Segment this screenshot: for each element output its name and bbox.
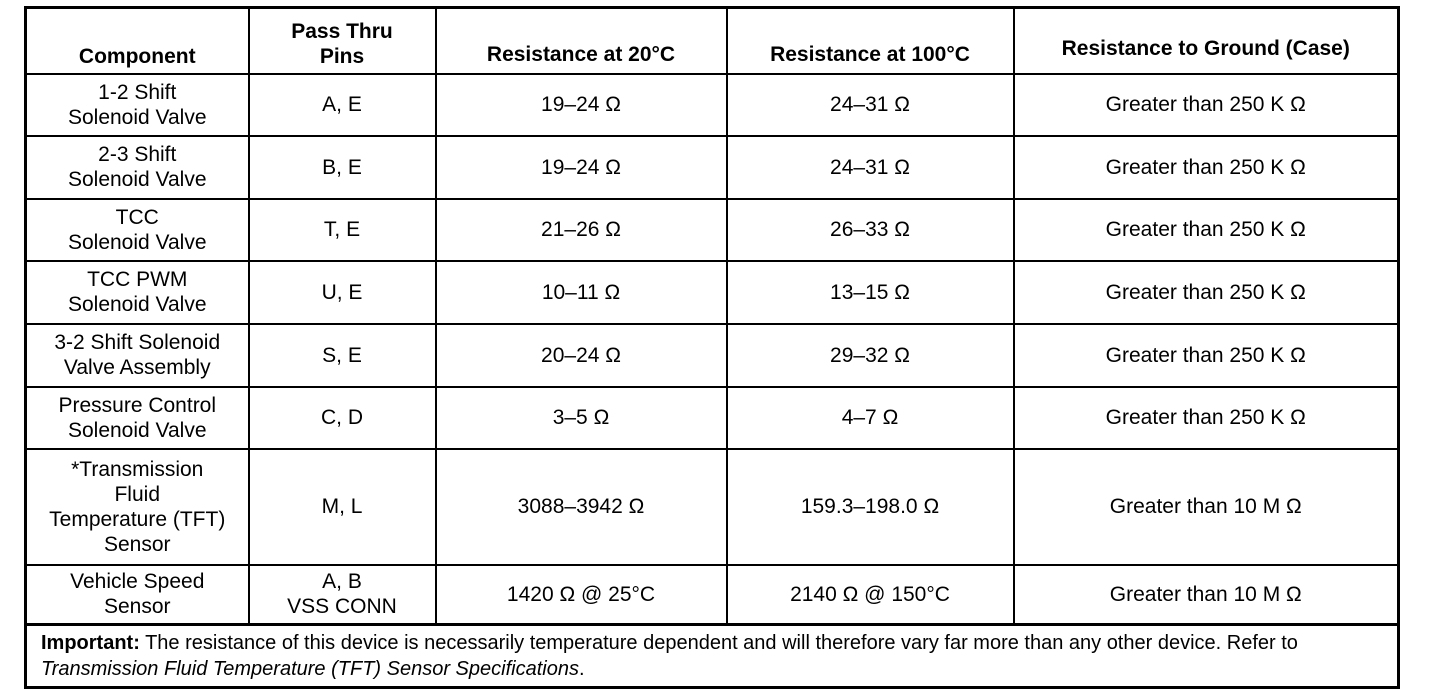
header-row — [26, 8, 1399, 74]
table-row — [26, 565, 1399, 625]
pins-cell: S, E — [249, 324, 436, 387]
resistance-ground-cell: Greater than 250 K Ω — [1014, 324, 1399, 387]
resistance-20c-cell: 19–24 Ω — [436, 136, 727, 199]
component-cell: TCC Solenoid Valve — [26, 199, 249, 261]
resistance-100c-cell: 24–31 Ω — [727, 74, 1014, 136]
pins-cell: A, B VSS CONN — [249, 565, 436, 625]
resistance-ground-cell: Greater than 250 K Ω — [1014, 136, 1399, 199]
header-component: Component — [26, 8, 249, 74]
note-end: . — [578, 658, 585, 680]
table-row — [26, 261, 1399, 324]
table-row — [26, 324, 1399, 387]
component-cell: 2-3 Shift Solenoid Valve — [26, 136, 249, 199]
component-cell: 1-2 Shift Solenoid Valve — [26, 74, 249, 136]
resistance-20c-cell: 3–5 Ω — [436, 387, 727, 449]
pins-cell: A, E — [249, 74, 436, 136]
pins-cell: C, D — [249, 387, 436, 449]
note-label: Important: — [41, 632, 140, 654]
pins-cell: T, E — [249, 199, 436, 261]
component-cell: 3-2 Shift Solenoid Valve Assembly — [26, 324, 249, 387]
resistance-ground-cell: Greater than 10 M Ω — [1014, 565, 1399, 625]
note-reference: Transmission Fluid Temperature (TFT) Sensor Specifications — [41, 658, 579, 680]
resistance-ground-cell: Greater than 250 K Ω — [1014, 199, 1399, 261]
resistance-spec-table — [24, 6, 1400, 689]
header-resistance-20c: Resistance at 20°C — [436, 8, 727, 74]
table-row — [26, 136, 1399, 199]
note-row — [26, 625, 1399, 688]
table-row — [26, 387, 1399, 449]
pins-cell: B, E — [249, 136, 436, 199]
resistance-20c-cell: 1420 Ω @ 25°C — [436, 565, 727, 625]
component-cell: TCC PWM Solenoid Valve — [26, 261, 249, 324]
resistance-20c-cell: 3088–3942 Ω — [436, 449, 727, 565]
pins-cell: U, E — [249, 261, 436, 324]
table-row — [26, 74, 1399, 136]
resistance-ground-cell: Greater than 250 K Ω — [1014, 74, 1399, 136]
resistance-20c-cell: 21–26 Ω — [436, 199, 727, 261]
resistance-20c-cell: 19–24 Ω — [436, 74, 727, 136]
resistance-ground-cell: Greater than 250 K Ω — [1014, 261, 1399, 324]
header-resistance-ground: Resistance to Ground (Case) — [1014, 8, 1399, 74]
resistance-100c-cell: 2140 Ω @ 150°C — [727, 565, 1014, 625]
header-resistance-100c: Resistance at 100°C — [727, 8, 1014, 74]
resistance-ground-cell: Greater than 250 K Ω — [1014, 387, 1399, 449]
note-text: The resistance of this device is necessarily temperature dependent and will therefore vary far more than any other device. Refer to — [139, 632, 1298, 654]
resistance-100c-cell: 159.3–198.0 Ω — [727, 449, 1014, 565]
resistance-100c-cell: 4–7 Ω — [727, 387, 1014, 449]
resistance-ground-cell: Greater than 10 M Ω — [1014, 449, 1399, 565]
resistance-100c-cell: 29–32 Ω — [727, 324, 1014, 387]
resistance-20c-cell: 20–24 Ω — [436, 324, 727, 387]
table-row — [26, 449, 1399, 565]
resistance-100c-cell: 24–31 Ω — [727, 136, 1014, 199]
header-pass-thru-pins: Pass Thru Pins — [249, 8, 436, 74]
component-cell: Pressure Control Solenoid Valve — [26, 387, 249, 449]
important-note — [26, 625, 1399, 688]
table-row — [26, 199, 1399, 261]
component-cell: Vehicle Speed Sensor — [26, 565, 249, 625]
resistance-100c-cell: 26–33 Ω — [727, 199, 1014, 261]
resistance-20c-cell: 10–11 Ω — [436, 261, 727, 324]
resistance-100c-cell: 13–15 Ω — [727, 261, 1014, 324]
pins-cell: M, L — [249, 449, 436, 565]
component-cell: *Transmission Fluid Temperature (TFT) Sensor — [26, 449, 249, 565]
